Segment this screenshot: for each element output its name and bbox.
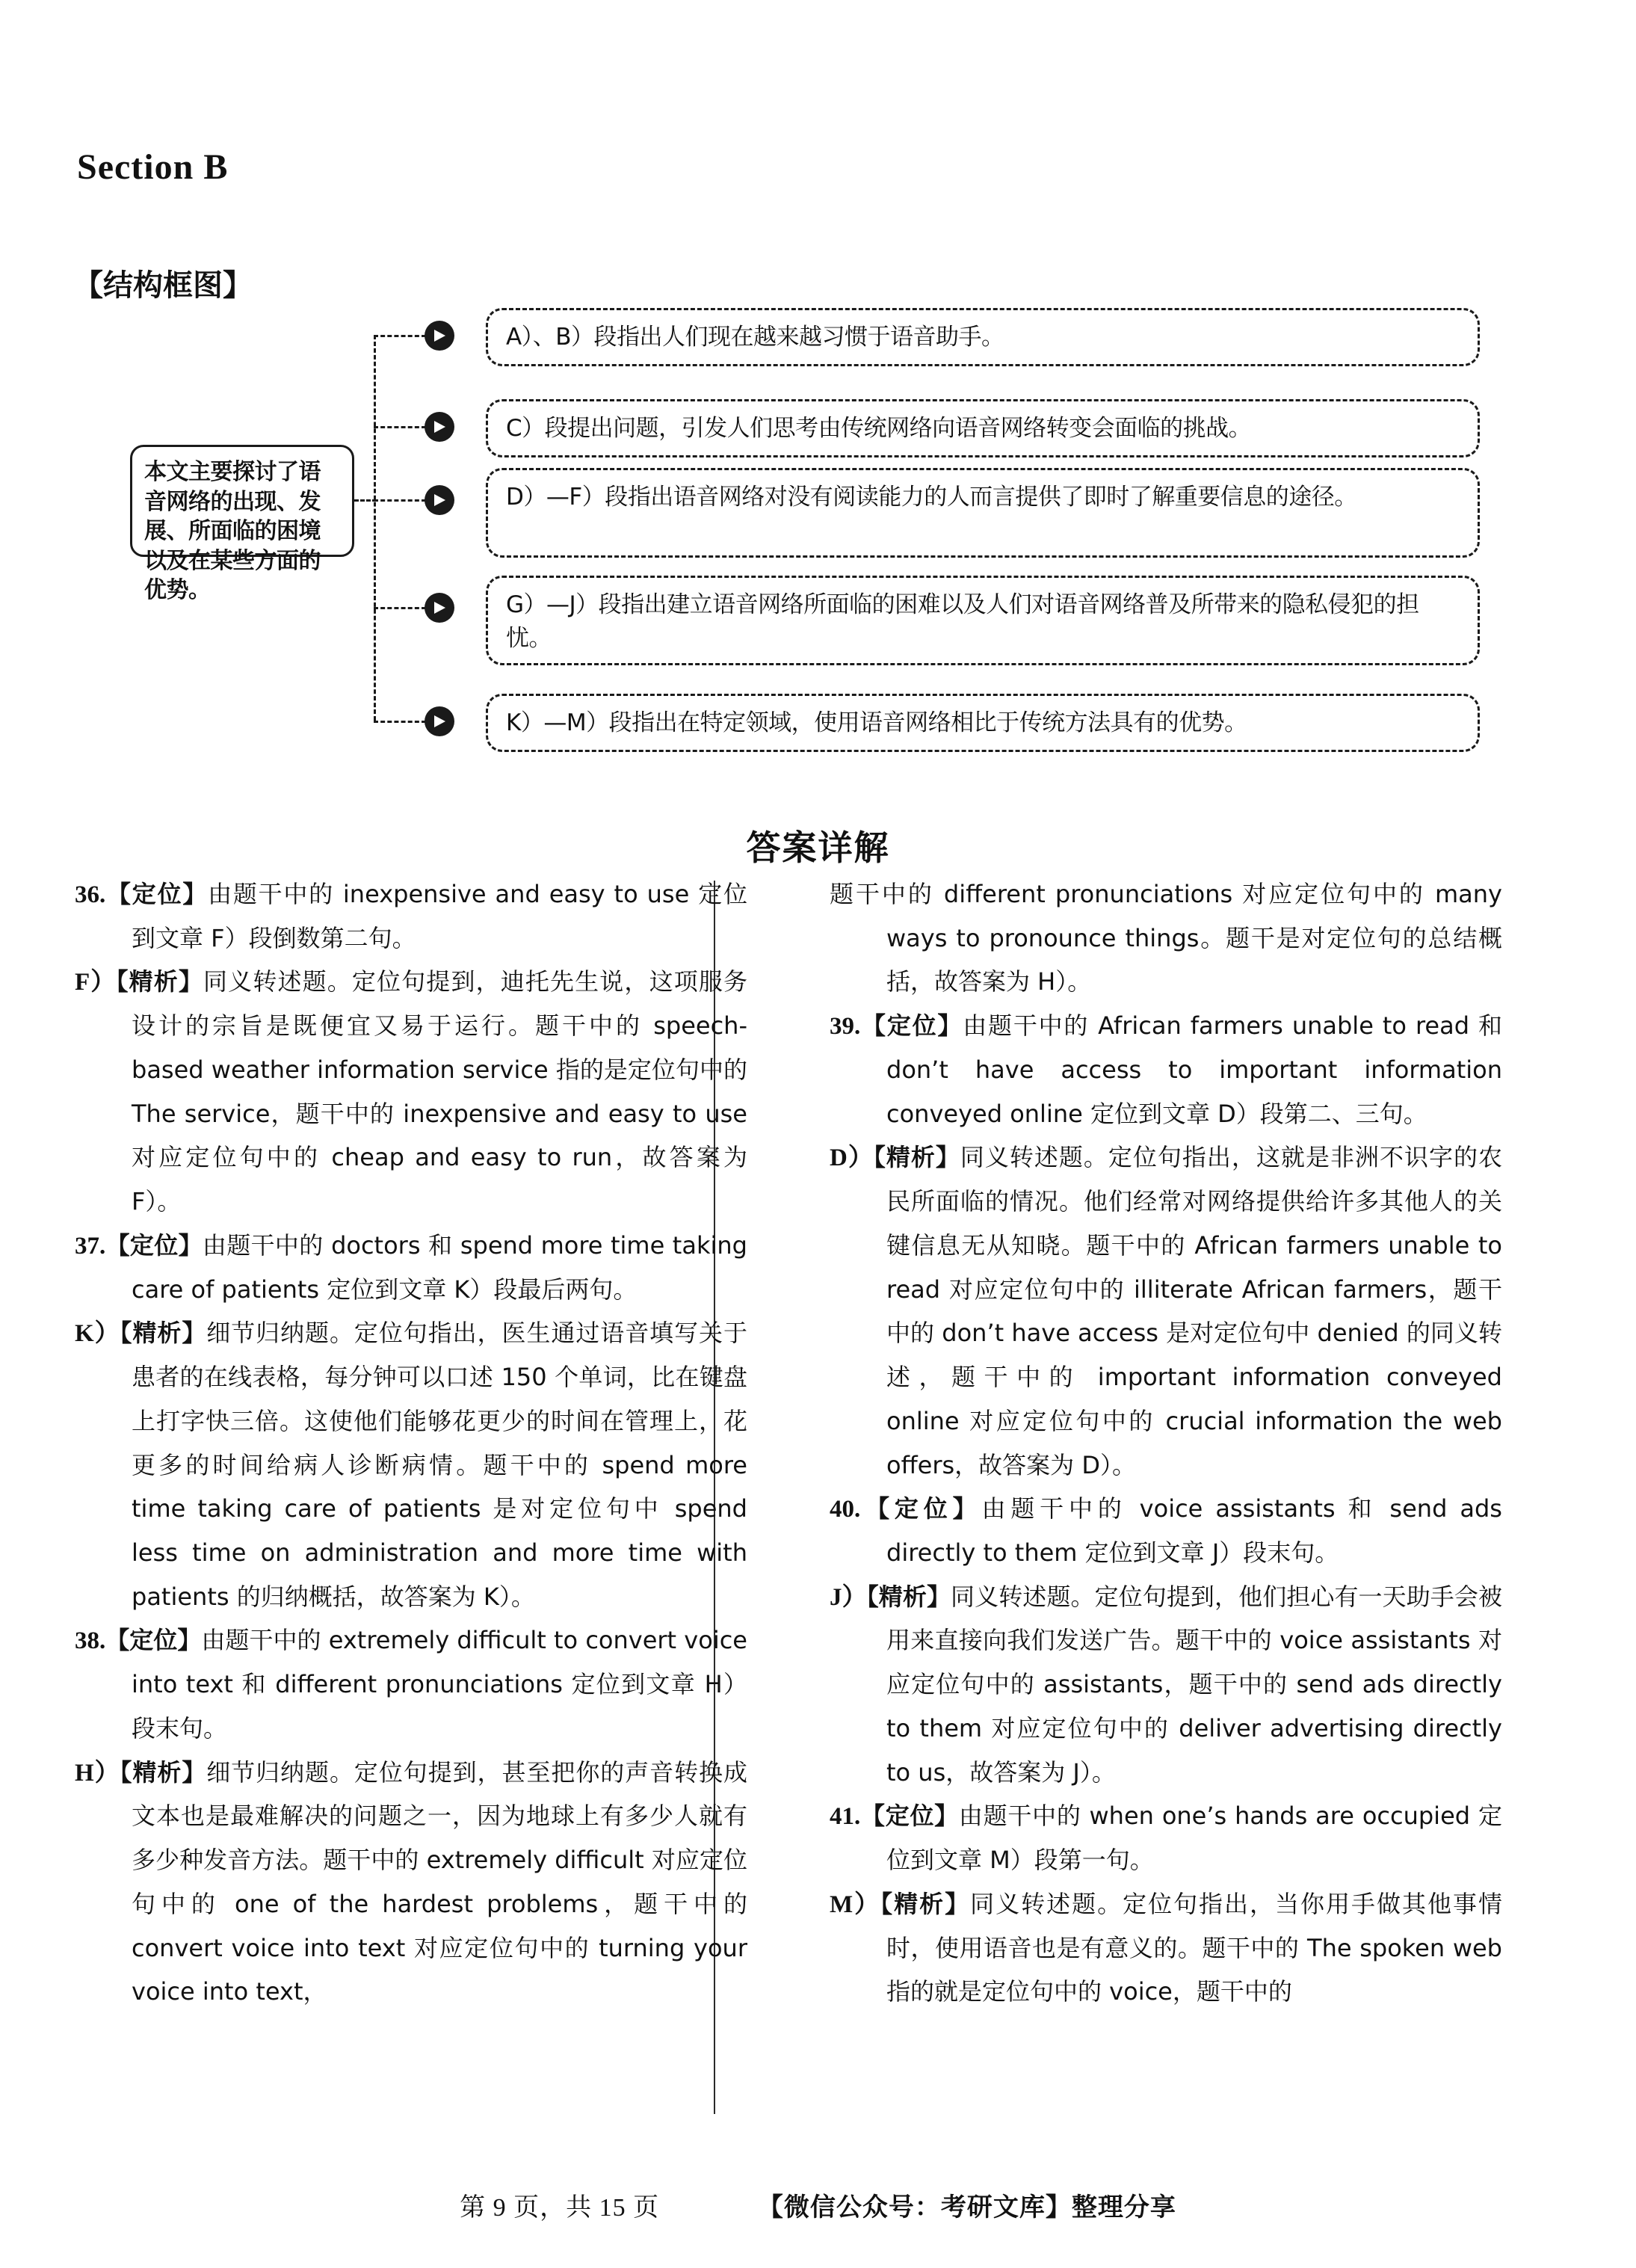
answer-marker: F） — [75, 969, 117, 996]
diagram-branch-3: D）—F）段指出语音网络对没有阅读能力的人而言提供了即时了解重要信息的途径。 — [486, 468, 1480, 558]
answer-paragraph — [830, 1576, 1502, 1796]
answer-text: 由题干中的 African farmers unable to read 和 don’t have access to important information conveyed online 定位到文章 D）段第二、三句。 — [886, 1011, 1502, 1128]
structure-diagram — [75, 299, 1495, 807]
watermark-text: 【微信公众号：考研文库】整理分享 — [757, 2192, 1176, 2222]
diagram-branch-5: K）—M）段指出在特定领域，使用语音网络相比于传统方法具有的优势。 — [486, 694, 1480, 752]
diagram-stub-2 — [374, 426, 426, 428]
answer-marker: 36. — [75, 881, 106, 908]
answer-text: 同义转述题。定位句提到，迪托先生说，这项服务设计的宗旨是既便宜又易于运行。题干中的 speech-based weather information service 指的是定位句中的 The service，题干中的 inexpensive and easy to use 对应定位句中的 cheap and easy to run，故答案为 F）。 — [132, 967, 747, 1216]
arrow-right-icon — [425, 321, 454, 351]
diagram-stub-3 — [374, 499, 426, 502]
answer-paragraph — [75, 873, 747, 961]
answer-paragraph — [830, 1488, 1502, 1575]
answer-text: 同义转述题。定位句指出，这就是非洲不识字的农民所面临的情况。他们经常对网络提供给许多其他人的关键信息无从知晓。题干中的 African farmers unable to read 对应定位句中的 illiterate African farmers，题干中的 don’t have access 是对定位句中 denied 的同义转述，题干中的 important information conveyed online 对应定位句中的 crucial information the web offers，故答案为 D）。 — [886, 1143, 1502, 1479]
answer-text: 同义转述题。定位句指出，当你用手做其他事情时，使用语音也是有意义的。题干中的 The spoken web 指的就是定位句中的 voice，题干中的 — [886, 1889, 1502, 2006]
arrow-right-icon — [425, 412, 454, 442]
diagram-stub-5 — [374, 721, 426, 723]
answer-tag: 【定位】 — [105, 880, 209, 908]
answer-text: 同义转述题。定位句提到，他们担心有一天助手会被用来直接向我们发送广告。题干中的 voice assistants 对应定位句中的 assistants，题干中的 send ads directly to them 对应定位句中的 deliver advertising directly to us，故答案为 J）。 — [886, 1582, 1502, 1787]
answer-text: 由题干中的 voice assistants 和 send ads directly to them 定位到文章 J）段末句。 — [886, 1494, 1502, 1568]
answer-text: 由题干中的 inexpensive and easy to use 定位到文章 F）段倒数第二句。 — [132, 880, 747, 952]
diagram-stub-1 — [374, 335, 426, 337]
answer-marker: H） — [75, 1759, 120, 1787]
answer-paragraph — [830, 1795, 1502, 1882]
answer-tag: 【定位】 — [860, 1011, 963, 1041]
answer-paragraph — [75, 1312, 747, 1619]
answer-tag: 【定位】 — [105, 1626, 202, 1655]
answer-text: 由题干中的 when one’s hands are occupied 定位到文章 M）段第一句。 — [886, 1802, 1502, 1875]
answer-paragraph — [830, 873, 1502, 1005]
answer-tag: 【精析】 — [866, 1582, 951, 1611]
answer-marker: J） — [830, 1583, 867, 1611]
answer-paragraph — [75, 1619, 747, 1751]
answer-paragraph — [830, 1136, 1502, 1488]
answer-paragraph — [75, 961, 747, 1224]
answers-body — [75, 873, 1562, 2144]
page-title: Section B — [77, 147, 229, 187]
page-number: 第 9 页，共 15 页 — [460, 2194, 660, 2222]
answer-tag: 【精析】 — [116, 967, 204, 996]
answer-paragraph — [75, 1751, 747, 2015]
arrow-right-icon — [425, 593, 454, 623]
diagram-branch-2: C）段提出问题，引发人们思考由传统网络向语音网络转变会面临的挑战。 — [486, 399, 1480, 457]
diagram-branch-1: A）、B）段指出人们现在越来越习惯于语音助手。 — [486, 308, 1480, 366]
answer-tag: 【定位】 — [860, 1802, 959, 1831]
answer-marker: 40. — [830, 1496, 861, 1523]
answer-tag: 【精析】 — [120, 1319, 207, 1348]
arrow-right-icon — [425, 706, 454, 736]
answer-text: 细节归纳题。定位句指出，医生通过语音填写关于患者的在线表格，每分钟可以口述 150 个单词，比在键盘上打字快三倍。这使他们能够花更少的时间在管理上，花更多的时间给病人诊断病情。题干中的 spend more time taking care of patients 是对定位句中 spend less time on administration and more time with patients 的归纳概括，故答案为 K）。 — [132, 1319, 747, 1611]
diagram-branch-4: G）—J）段指出建立语音网络所面临的困难以及人们对语音网络普及所带来的隐私侵犯的担忧。 — [486, 576, 1480, 665]
structure-diagram-label: 【结构框图】 — [73, 268, 253, 303]
answer-tag: 【精析】 — [880, 1889, 971, 1918]
answer-marker: 38. — [75, 1627, 106, 1655]
answer-tag: 【定位】 — [105, 1230, 203, 1260]
answer-text: 题干中的 different pronunciations 对应定位句中的 many ways to pronounce things。题干是对定位句的总结概括，故答案为 H）。 — [830, 880, 1502, 996]
answers-right-column — [830, 873, 1502, 2144]
answer-marker: 37. — [75, 1232, 106, 1260]
answer-text: 由题干中的 extremely difficult to convert voice into text 和 different pronunciations 定位到文章 H）段末句。 — [132, 1626, 747, 1742]
answer-paragraph — [830, 1005, 1502, 1136]
answer-paragraph — [75, 1224, 747, 1312]
answer-marker: K） — [75, 1320, 120, 1348]
answer-marker: 41. — [830, 1803, 861, 1831]
page-footer — [0, 2187, 1636, 2223]
answer-text: 由题干中的 doctors 和 spend more time taking care of patients 定位到文章 K）段最后两句。 — [132, 1230, 747, 1304]
diagram-spine — [374, 335, 376, 721]
answer-paragraph — [830, 1883, 1502, 2015]
answers-section-heading: 答案详解 — [746, 828, 890, 868]
answer-marker: D） — [830, 1144, 874, 1172]
diagram-summary-box: 本文主要探讨了语音网络的出现、发展、所面临的困境以及在某些方面的优势。 — [130, 445, 354, 557]
answer-tag: 【精析】 — [873, 1143, 960, 1172]
diagram-stub-4 — [374, 607, 426, 609]
answer-tag: 【精析】 — [120, 1757, 207, 1787]
answer-marker: 39. — [830, 1013, 861, 1041]
answer-marker: M） — [830, 1890, 881, 1918]
answer-text: 细节归纳题。定位句提到，甚至把你的声音转换成文本也是最难解决的问题之一，因为地球上有多少人就有多少种发音方法。题干中的 extremely difficult 对应定位句中的 one of the hardest problems，题干中的 convert voice into text 对应定位句中的 turning your voice into text， — [132, 1757, 747, 2006]
answer-tag: 【定位】 — [860, 1494, 982, 1523]
answers-left-column — [75, 873, 747, 2144]
arrow-right-icon — [425, 485, 454, 515]
